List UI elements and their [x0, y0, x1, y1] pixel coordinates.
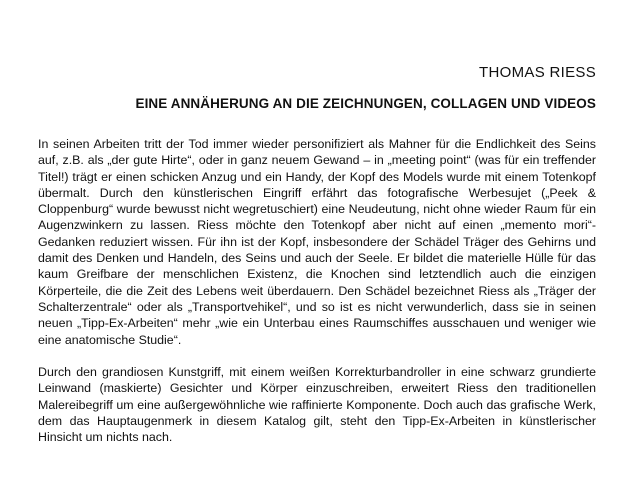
document-page [38, 0, 596, 480]
paragraph: In seinen Arbeiten tritt der Tod immer wieder personifiziert als Mahner für die Endlichkeit des Seins auf, z.B. als „der gute Hirte“, oder in ganz neuem Gewand – in „meeting point“ (was für ein treffender Titel!) trägt er einen schicken Anzug und ein Handy, der Kopf des Models wurde mit einem Totenkopf übermalt. Durch den künstlerischen Eingriff erfährt das fotografische Werbesujet („Peek & Cloppenburg“ wurde bewusst nicht wegretuschiert) eine Neudeutung, nicht ohne wieder Raum für ein Augenzwinkern zu lassen. Riess möchte den Totenkopf aber nicht auf einen „memento mori“-Gedanken reduziert wissen. Für ihn ist der Kopf, insbesondere der Schädel Träger des Gehirns und damit des Denken und Handeln, des Seins und auch der Seele. Er bildet die materielle Hülle für das kaum Greifbare der menschlichen Existenz, die Knochen sind letztendlich auch die einzigen Körperteile, die die Zeit des Lebens weit überdauern. Den Schädel bezeichnet Riess als „Träger der Schalterzentrale“ oder als „Transportvehikel“, und so ist es nicht verwunderlich, dass sie in seinen neuen „Tipp-Ex-Arbeiten“ mehr „wie ein Unterbau eines Raumschiffes ausschauen und weniger wie eine anatomische Studie“. [38, 137, 596, 347]
body-text [38, 136, 596, 462]
paragraph: Durch den grandiosen Kunstgriff, mit einem weißen Korrekturbandroller in eine schwarz grundierte Leinwand (maskierte) Gesichter und Körper einzuschreiben, erweitert Riess den traditionellen Malereibegriff um eine außergewöhnliche wie raffinierte Komponente. Doch auch das grafische Werk, dem das Hauptaugenmerk in diesem Katalog gilt, steht den Tipp-Ex-Arbeiten in künstlerischer Hinsicht um nichts nach. [38, 365, 596, 445]
document-title: EINE ANNÄHERUNG AN DIE ZEICHNUNGEN, COLLAGEN UND VIDEOS [135, 96, 596, 111]
author-name: THOMAS RIESS [479, 64, 596, 81]
